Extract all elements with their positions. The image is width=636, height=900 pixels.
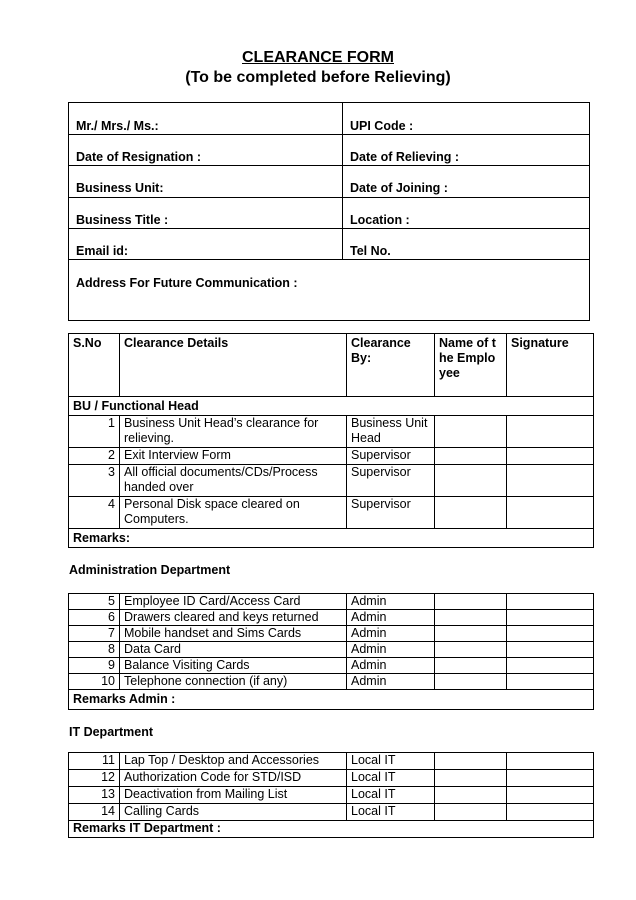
row-clearance-by: Admin — [347, 626, 435, 642]
bu-clearance-table — [68, 333, 594, 548]
table-row — [69, 610, 594, 626]
employee-name-cell[interactable] — [435, 787, 507, 804]
header-clearance-details: Clearance Details — [120, 334, 347, 397]
table-row — [69, 594, 594, 610]
employee-name-cell[interactable] — [435, 448, 507, 465]
row-detail: Data Card — [120, 642, 347, 658]
location-field[interactable]: Location : — [350, 213, 410, 227]
row-sno: 11 — [69, 753, 120, 770]
row-sno: 1 — [69, 416, 120, 448]
bu-remarks[interactable]: Remarks: — [69, 529, 594, 548]
row-clearance-by: Admin — [347, 594, 435, 610]
employee-name-cell[interactable] — [435, 465, 507, 497]
tel-field[interactable]: Tel No. — [350, 244, 391, 258]
upi-code-field[interactable]: UPI Code : — [350, 119, 414, 133]
info-divider — [342, 103, 343, 259]
bu-section-title: BU / Functional Head — [69, 397, 594, 416]
employee-name-cell[interactable] — [435, 770, 507, 787]
table-header-row — [69, 334, 594, 397]
remarks-row — [69, 821, 594, 838]
table-row — [69, 448, 594, 465]
row-sno: 6 — [69, 610, 120, 626]
employee-info-box — [68, 102, 590, 321]
form-subtitle: (To be completed before Relieving) — [185, 69, 451, 86]
table-row — [69, 804, 594, 821]
form-title: CLEARANCE FORM — [242, 49, 394, 66]
row-clearance-by: Local IT — [347, 753, 435, 770]
row-detail: Employee ID Card/Access Card — [120, 594, 347, 610]
it-clearance-table — [68, 752, 594, 838]
row-detail: Balance Visiting Cards — [120, 658, 347, 674]
row-clearance-by: Business Unit Head — [347, 416, 435, 448]
row-sno: 5 — [69, 594, 120, 610]
employee-name-cell[interactable] — [435, 674, 507, 690]
resignation-date-field[interactable]: Date of Resignation : — [76, 150, 202, 164]
table-row — [69, 642, 594, 658]
signature-cell[interactable] — [507, 674, 594, 690]
header-sno: S.No — [69, 334, 120, 397]
name-field[interactable]: Mr./ Mrs./ Ms.: — [76, 119, 159, 133]
table-row — [69, 626, 594, 642]
table-row — [69, 658, 594, 674]
employee-name-cell[interactable] — [435, 497, 507, 529]
business-title-field[interactable]: Business Title : — [76, 213, 169, 227]
employee-name-cell[interactable] — [435, 594, 507, 610]
row-sno: 8 — [69, 642, 120, 658]
info-row-line — [69, 259, 589, 260]
signature-cell[interactable] — [507, 753, 594, 770]
row-clearance-by: Local IT — [347, 770, 435, 787]
row-clearance-by: Admin — [347, 610, 435, 626]
it-section-title: IT Department — [69, 725, 154, 739]
row-detail: Authorization Code for STD/ISD — [120, 770, 347, 787]
signature-cell[interactable] — [507, 416, 594, 448]
row-clearance-by: Local IT — [347, 804, 435, 821]
table-row — [69, 787, 594, 804]
row-clearance-by: Admin — [347, 642, 435, 658]
info-row-line — [69, 228, 589, 229]
row-sno: 4 — [69, 497, 120, 529]
table-row — [69, 416, 594, 448]
relieving-date-field[interactable]: Date of Relieving : — [350, 150, 460, 164]
employee-name-cell[interactable] — [435, 804, 507, 821]
employee-name-cell[interactable] — [435, 416, 507, 448]
row-clearance-by: Supervisor — [347, 465, 435, 497]
admin-clearance-table — [68, 593, 594, 710]
row-clearance-by: Supervisor — [347, 448, 435, 465]
address-field[interactable]: Address For Future Communication : — [76, 276, 298, 290]
signature-cell[interactable] — [507, 642, 594, 658]
header-signature: Signature — [507, 334, 594, 397]
row-clearance-by: Supervisor — [347, 497, 435, 529]
row-sno: 7 — [69, 626, 120, 642]
admin-section-title: Administration Department — [69, 563, 231, 577]
row-sno: 12 — [69, 770, 120, 787]
table-row — [69, 674, 594, 690]
header-clearance-by: Clearance By: — [347, 334, 435, 397]
employee-name-cell[interactable] — [435, 626, 507, 642]
table-row — [69, 465, 594, 497]
row-detail: Business Unit Head’s clearance for relieving. — [120, 416, 347, 448]
row-detail: Deactivation from Mailing List — [120, 787, 347, 804]
table-row — [69, 770, 594, 787]
row-detail: All official documents/CDs/Process handed over — [120, 465, 347, 497]
table-row — [69, 497, 594, 529]
row-sno: 13 — [69, 787, 120, 804]
row-detail: Exit Interview Form — [120, 448, 347, 465]
row-sno: 3 — [69, 465, 120, 497]
joining-date-field[interactable]: Date of Joining : — [350, 181, 448, 195]
business-unit-field[interactable]: Business Unit: — [76, 181, 164, 195]
signature-cell[interactable] — [507, 626, 594, 642]
header-employee-name: Name of the Employee — [435, 334, 507, 397]
signature-cell[interactable] — [507, 448, 594, 465]
admin-remarks[interactable]: Remarks Admin : — [69, 690, 594, 710]
signature-cell[interactable] — [507, 497, 594, 529]
row-sno: 9 — [69, 658, 120, 674]
remarks-row — [69, 690, 594, 710]
email-field[interactable]: Email id: — [76, 244, 129, 258]
row-detail: Personal Disk space cleared on Computers. — [120, 497, 347, 529]
table-row — [69, 753, 594, 770]
employee-name-cell[interactable] — [435, 642, 507, 658]
row-clearance-by: Admin — [347, 674, 435, 690]
row-detail: Calling Cards — [120, 804, 347, 821]
row-sno: 14 — [69, 804, 120, 821]
row-clearance-by: Admin — [347, 658, 435, 674]
row-detail: Mobile handset and Sims Cards — [120, 626, 347, 642]
employee-name-cell[interactable] — [435, 610, 507, 626]
info-row-line — [69, 165, 589, 166]
row-sno: 2 — [69, 448, 120, 465]
row-sno: 10 — [69, 674, 120, 690]
info-row-line — [69, 134, 589, 135]
signature-cell[interactable] — [507, 610, 594, 626]
employee-name-cell[interactable] — [435, 658, 507, 674]
row-detail: Telephone connection (if any) — [120, 674, 347, 690]
signature-cell[interactable] — [507, 770, 594, 787]
signature-cell[interactable] — [507, 787, 594, 804]
section-row — [69, 397, 594, 416]
remarks-row — [69, 529, 594, 548]
signature-cell[interactable] — [507, 804, 594, 821]
employee-name-cell[interactable] — [435, 753, 507, 770]
signature-cell[interactable] — [507, 465, 594, 497]
it-remarks[interactable]: Remarks IT Department : — [69, 821, 594, 838]
signature-cell[interactable] — [507, 594, 594, 610]
row-detail: Lap Top / Desktop and Accessories — [120, 753, 347, 770]
info-row-line — [69, 197, 589, 198]
row-clearance-by: Local IT — [347, 787, 435, 804]
row-detail: Drawers cleared and keys returned — [120, 610, 347, 626]
signature-cell[interactable] — [507, 658, 594, 674]
